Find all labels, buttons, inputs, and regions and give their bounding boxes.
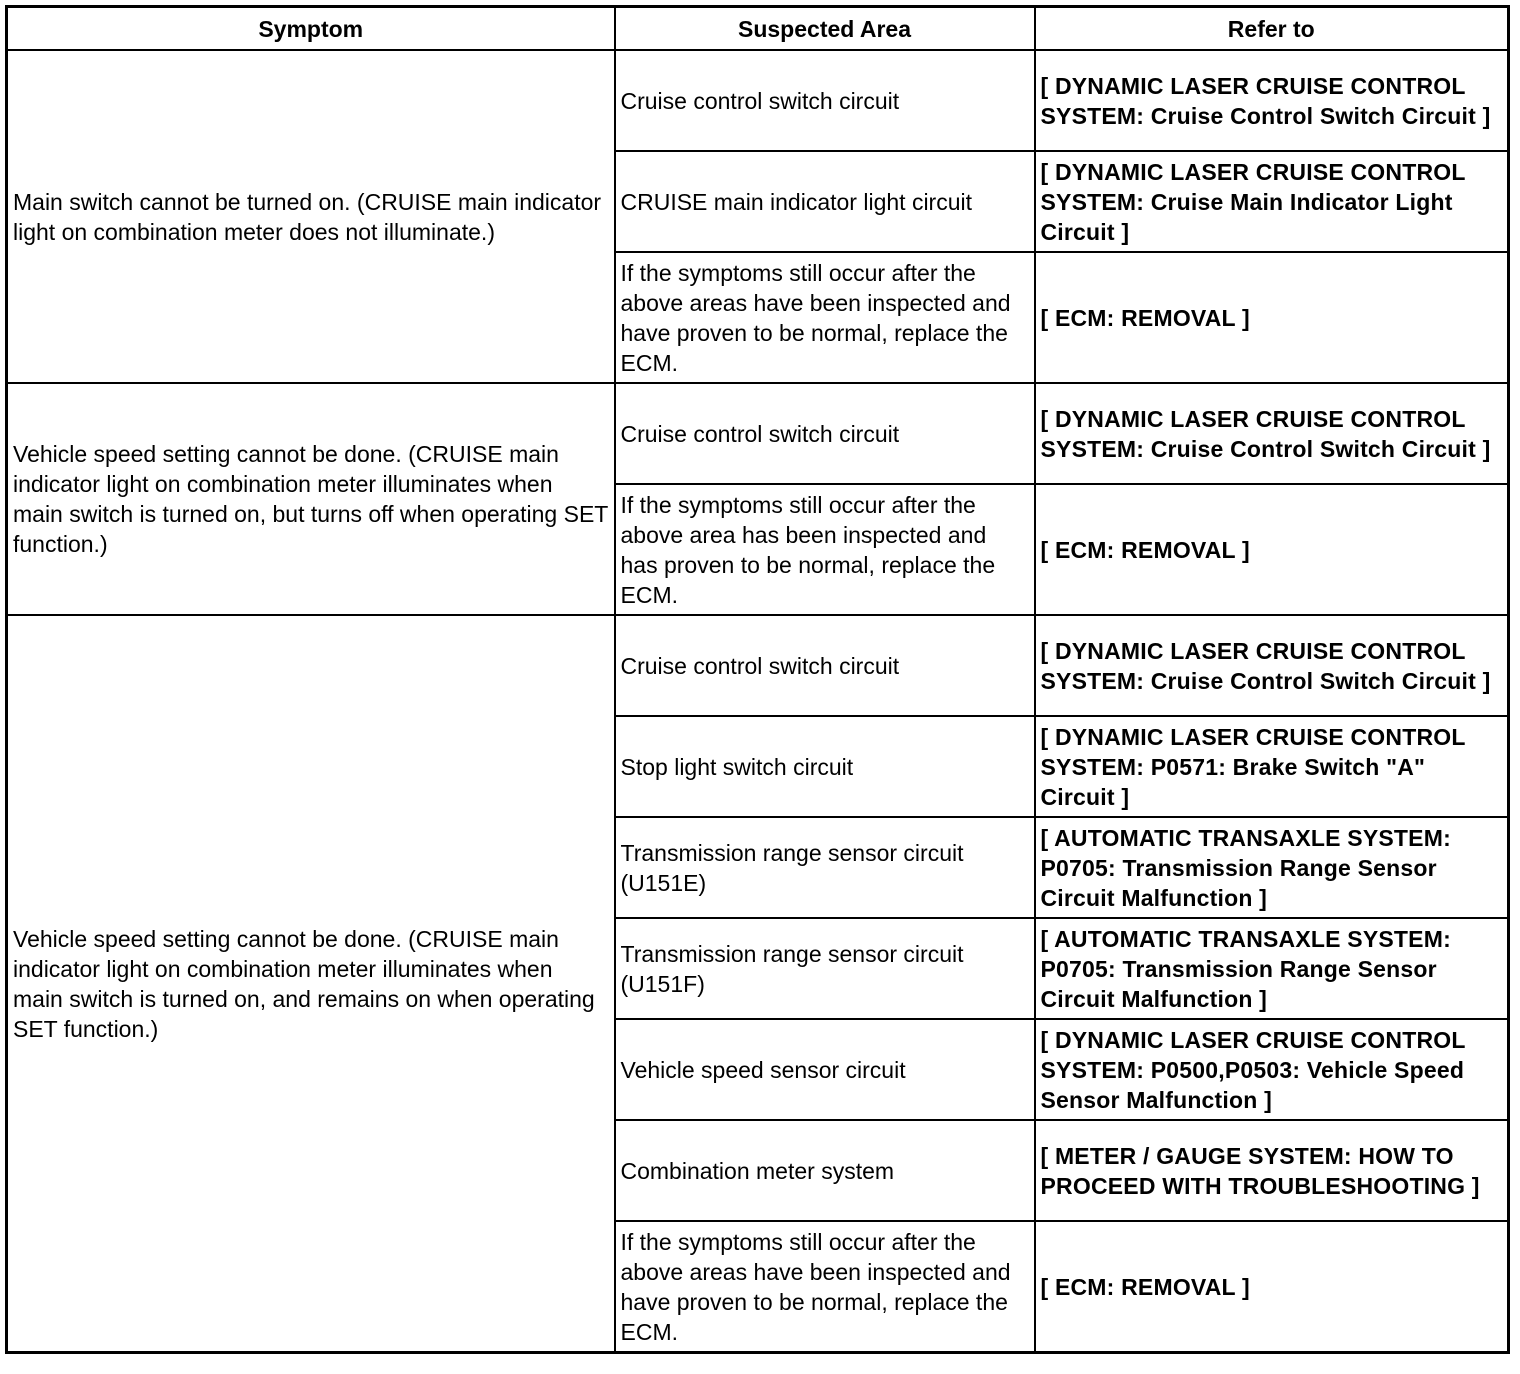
suspected-area-cell: Cruise control switch circuit	[615, 50, 1035, 151]
refer-to-link[interactable]: [ DYNAMIC LASER CRUISE CONTROL SYSTEM: Cruise Control Switch Circuit ]	[1035, 50, 1509, 151]
refer-to-link[interactable]: [ DYNAMIC LASER CRUISE CONTROL SYSTEM: Cruise Control Switch Circuit ]	[1035, 615, 1509, 716]
suspected-area-cell: If the symptoms still occur after the above areas have been inspected and have proven to be normal, replace the ECM.	[615, 1221, 1035, 1353]
header-suspected-area: Suspected Area	[615, 7, 1035, 51]
suspected-area-cell: Stop light switch circuit	[615, 716, 1035, 817]
refer-to-link[interactable]: [ METER / GAUGE SYSTEM: HOW TO PROCEED WITH TROUBLESHOOTING ]	[1035, 1120, 1509, 1221]
suspected-area-cell: Cruise control switch circuit	[615, 615, 1035, 716]
symptom-cell: Vehicle speed setting cannot be done. (CRUISE main indicator light on combination meter illuminates when main switch is turned on, but turns off when operating SET function.)	[7, 383, 615, 615]
header-row	[7, 7, 1509, 51]
refer-to-link[interactable]: [ ECM: REMOVAL ]	[1035, 484, 1509, 615]
symptom-cell: Main switch cannot be turned on. (CRUISE main indicator light on combination meter does not illuminate.)	[7, 50, 615, 383]
suspected-area-cell: Vehicle speed sensor circuit	[615, 1019, 1035, 1120]
table-row	[7, 615, 1509, 716]
refer-to-link[interactable]: [ DYNAMIC LASER CRUISE CONTROL SYSTEM: P0571: Brake Switch "A" Circuit ]	[1035, 716, 1509, 817]
refer-to-link[interactable]: [ ECM: REMOVAL ]	[1035, 1221, 1509, 1353]
suspected-area-cell: Cruise control switch circuit	[615, 383, 1035, 484]
symptom-cell: Vehicle speed setting cannot be done. (CRUISE main indicator light on combination meter illuminates when main switch is turned on, and remains on when operating SET function.)	[7, 615, 615, 1353]
suspected-area-cell: If the symptoms still occur after the above area has been inspected and has proven to be normal, replace the ECM.	[615, 484, 1035, 615]
suspected-area-cell: If the symptoms still occur after the above areas have been inspected and have proven to be normal, replace the ECM.	[615, 252, 1035, 383]
suspected-area-cell: Transmission range sensor circuit (U151E)	[615, 817, 1035, 918]
suspected-area-cell: Combination meter system	[615, 1120, 1035, 1221]
refer-to-link[interactable]: [ DYNAMIC LASER CRUISE CONTROL SYSTEM: P0500,P0503: Vehicle Speed Sensor Malfunction ]	[1035, 1019, 1509, 1120]
refer-to-link[interactable]: [ ECM: REMOVAL ]	[1035, 252, 1509, 383]
refer-to-link[interactable]: [ DYNAMIC LASER CRUISE CONTROL SYSTEM: Cruise Main Indicator Light Circuit ]	[1035, 151, 1509, 252]
header-symptom: Symptom	[7, 7, 615, 51]
refer-to-link[interactable]: [ DYNAMIC LASER CRUISE CONTROL SYSTEM: Cruise Control Switch Circuit ]	[1035, 383, 1509, 484]
header-refer-to: Refer to	[1035, 7, 1509, 51]
refer-to-link[interactable]: [ AUTOMATIC TRANSAXLE SYSTEM: P0705: Transmission Range Sensor Circuit Malfunction ]	[1035, 918, 1509, 1019]
table-row	[7, 383, 1509, 484]
refer-to-link[interactable]: [ AUTOMATIC TRANSAXLE SYSTEM: P0705: Transmission Range Sensor Circuit Malfunction ]	[1035, 817, 1509, 918]
suspected-area-cell: Transmission range sensor circuit (U151F)	[615, 918, 1035, 1019]
table-row	[7, 50, 1509, 151]
suspected-area-cell: CRUISE main indicator light circuit	[615, 151, 1035, 252]
troubleshooting-table	[5, 5, 1510, 1354]
